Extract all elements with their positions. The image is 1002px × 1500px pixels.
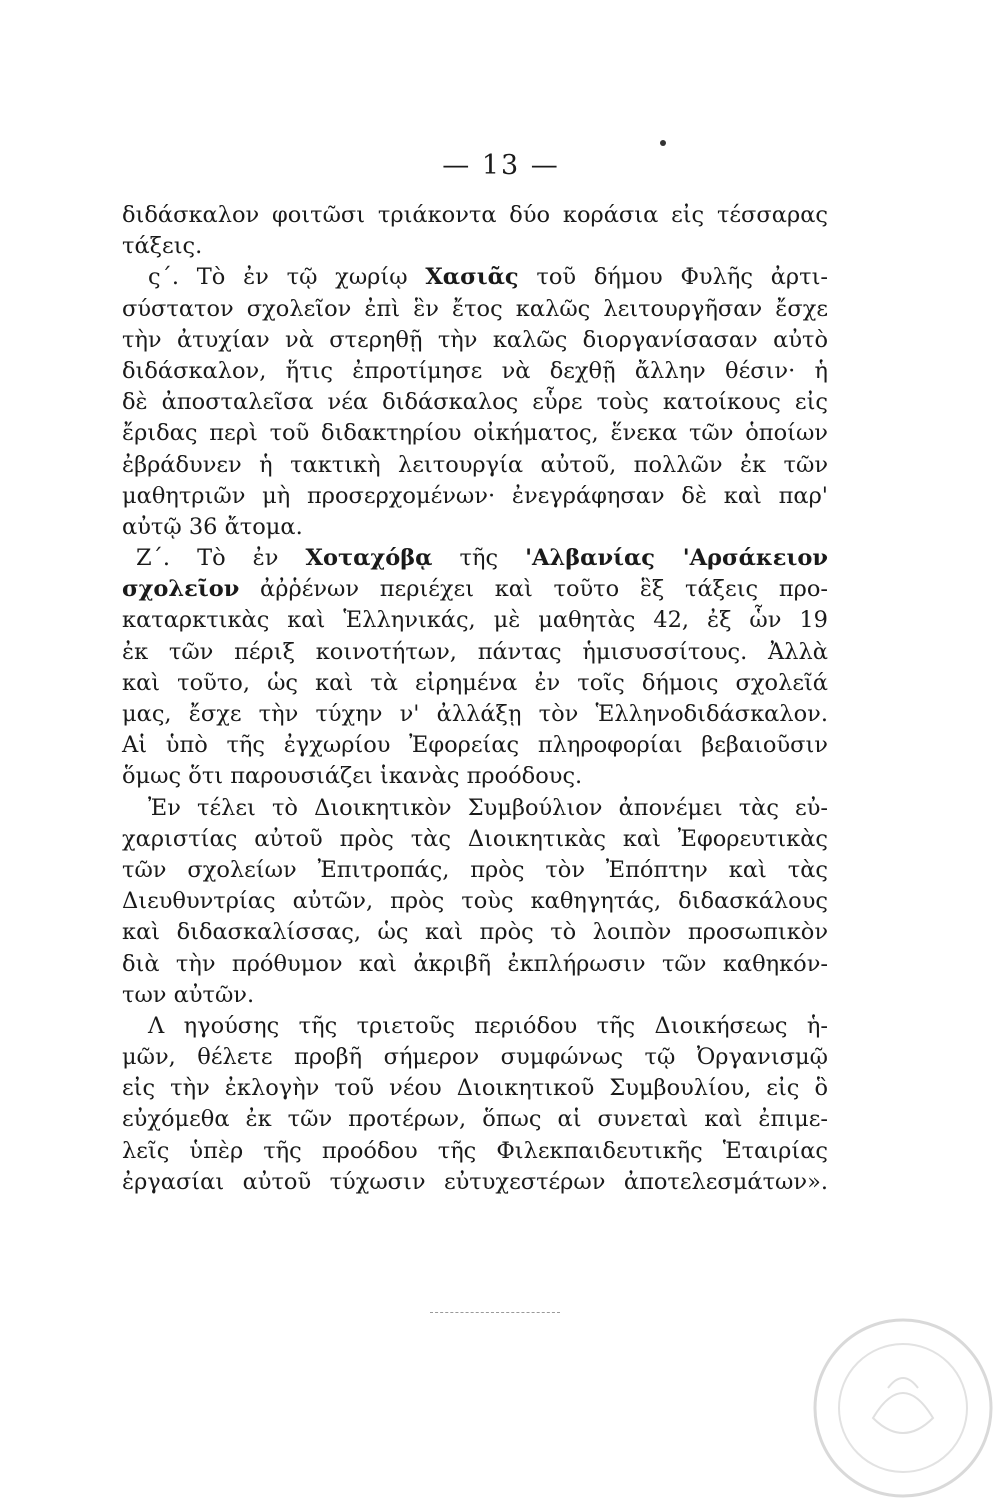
text-line: των αὐτῶν. — [122, 981, 255, 1008]
text-line: σχολεῖον ἀῤῥένων περιέχει καὶ τοῦτο ἓξ τάξεις προ- — [122, 576, 828, 603]
text-line: ὅμως ὅτι παρουσιάζει ἱκανὰς προόδους. — [122, 763, 583, 790]
page-number: — 13 — — [442, 150, 560, 181]
closing-rule — [430, 1312, 560, 1313]
text-line: Αἱ ὑπὸ τῆς ἐγχωρίου Ἐφορείας πληροφορίαι βεβαιοῦσιν — [122, 732, 828, 759]
text-line: διδάσκαλον, ἥτις ἐπροτίμησε νὰ δεχθῇ ἄλλην θέσιν· ἡ — [122, 357, 828, 384]
text-line: Ἐν τέλει τὸ Διοικητικὸν Συμβούλιον ἀπονέμει τὰς εὐ- — [148, 794, 828, 821]
text-line: ἐκ τῶν πέριξ κοινοτήτων, πάντας ἡμισυσσίτους. Ἀλλὰ — [122, 638, 828, 665]
text-line: τάξεις. — [122, 233, 203, 260]
text-line: καταρκτικὰς καὶ Ἑλληνικάς, μὲ μαθητὰς 42, ἐξ ὧν 19 — [122, 607, 828, 634]
text-line: Διευθυντρίας αὐτῶν, πρὸς τοὺς καθηγητάς, διδασκάλους — [122, 888, 828, 915]
text-line: ἔριδας περὶ τοῦ διδακτηρίου οἰκήματος, ἕνεκα τῶν ὁποίων — [122, 420, 828, 447]
text-line: καὶ διδασκαλίσσας, ὡς καὶ πρὸς τὸ λοιπὸν προσωπικὸν — [122, 919, 828, 946]
text-line: Λ ηγούσης τῆς τριετοῦς περιόδου τῆς Διοικήσεως ἡ- — [148, 1012, 828, 1039]
text-line: μας, ἔσχε τὴν τύχην ν' ἀλλάξῃ τὸν Ἑλληνοδιδάσκαλον. — [122, 701, 828, 727]
text-line: καὶ τοῦτο, ὡς καὶ τὰ εἰρημένα ἐν τοῖς δήμοις σχολεῖά — [122, 669, 828, 696]
text-line: εὐχόμεθα ἐκ τῶν προτέρων, ὅπως αἱ συνεταὶ καὶ ἐπιμε- — [122, 1106, 828, 1133]
text-line: χαριστίας αὐτοῦ πρὸς τὰς Διοικητικὰς καὶ Ἐφορευτικὰς — [122, 825, 828, 852]
text-line: εἰς τὴν ἐκλογὴν τοῦ νέου Διοικητικοῦ Συμβουλίου, εἰς ὃ — [122, 1075, 828, 1102]
text-line: μαθητριῶν μὴ προσερχομένων· ἐνεγράφησαν δὲ καὶ παρ' — [122, 482, 828, 509]
text-line: διδάσκαλον φοιτῶσι τριάκοντα δύο κοράσια εἰς τέσσαρας — [122, 202, 828, 228]
text-line: λεῖς ὑπὲρ τῆς προόδου τῆς Φιλεκπαιδευτικῆς Ἑταιρίας — [122, 1137, 828, 1164]
text-line: μῶν, θέλετε προβῆ σήμερον συμφώνως τῷ Ὀργανισμῷ — [122, 1044, 828, 1071]
text-line: τῶν σχολείων Ἐπιτροπάς, πρὸς τὸν Ἐπόπτην καὶ τὰς — [122, 856, 828, 883]
body-text — [122, 200, 828, 1198]
text-line: τὴν ἀτυχίαν νὰ στερηθῇ τὴν καλῶς διοργανίσασαν αὐτὸ — [122, 326, 828, 353]
ink-dot — [660, 140, 666, 146]
text-line: Ζ΄. Τὸ ἐν Χοταχόβᾳ τῆς 'Αλβανίας 'Αρσάκειον — [136, 545, 828, 572]
text-line: διὰ τὴν πρόθυμον καὶ ἀκριβῆ ἐκπλήρωσιν τῶν καθηκόν- — [122, 950, 828, 977]
text-line: σύστατον σχολεῖον ἐπὶ ἓν ἔτος καλῶς λειτουργῆσαν ἔσχε — [122, 295, 828, 322]
text-line: ἐργασίαι αὐτοῦ τύχωσιν εὐτυχεστέρων ἀποτελεσμάτων». — [122, 1168, 828, 1195]
text-line: αὐτῷ 36 ἄτομα. — [122, 513, 303, 540]
text-line: δὲ ἀποσταλεῖσα νέα διδάσκαλος εὗρε τοὺς κατοίκους εἰς — [122, 389, 828, 416]
text-line: ς΄. Τὸ ἐν τῷ χωρίῳ Χασιᾶς τοῦ δήμου Φυλῆς ἀρτι- — [148, 264, 828, 291]
library-stamp-icon — [788, 1298, 998, 1498]
text-line: ἐβράδυνεν ἡ τακτικὴ λειτουργία αὐτοῦ, πολλῶν ἐκ τῶν — [122, 451, 828, 478]
